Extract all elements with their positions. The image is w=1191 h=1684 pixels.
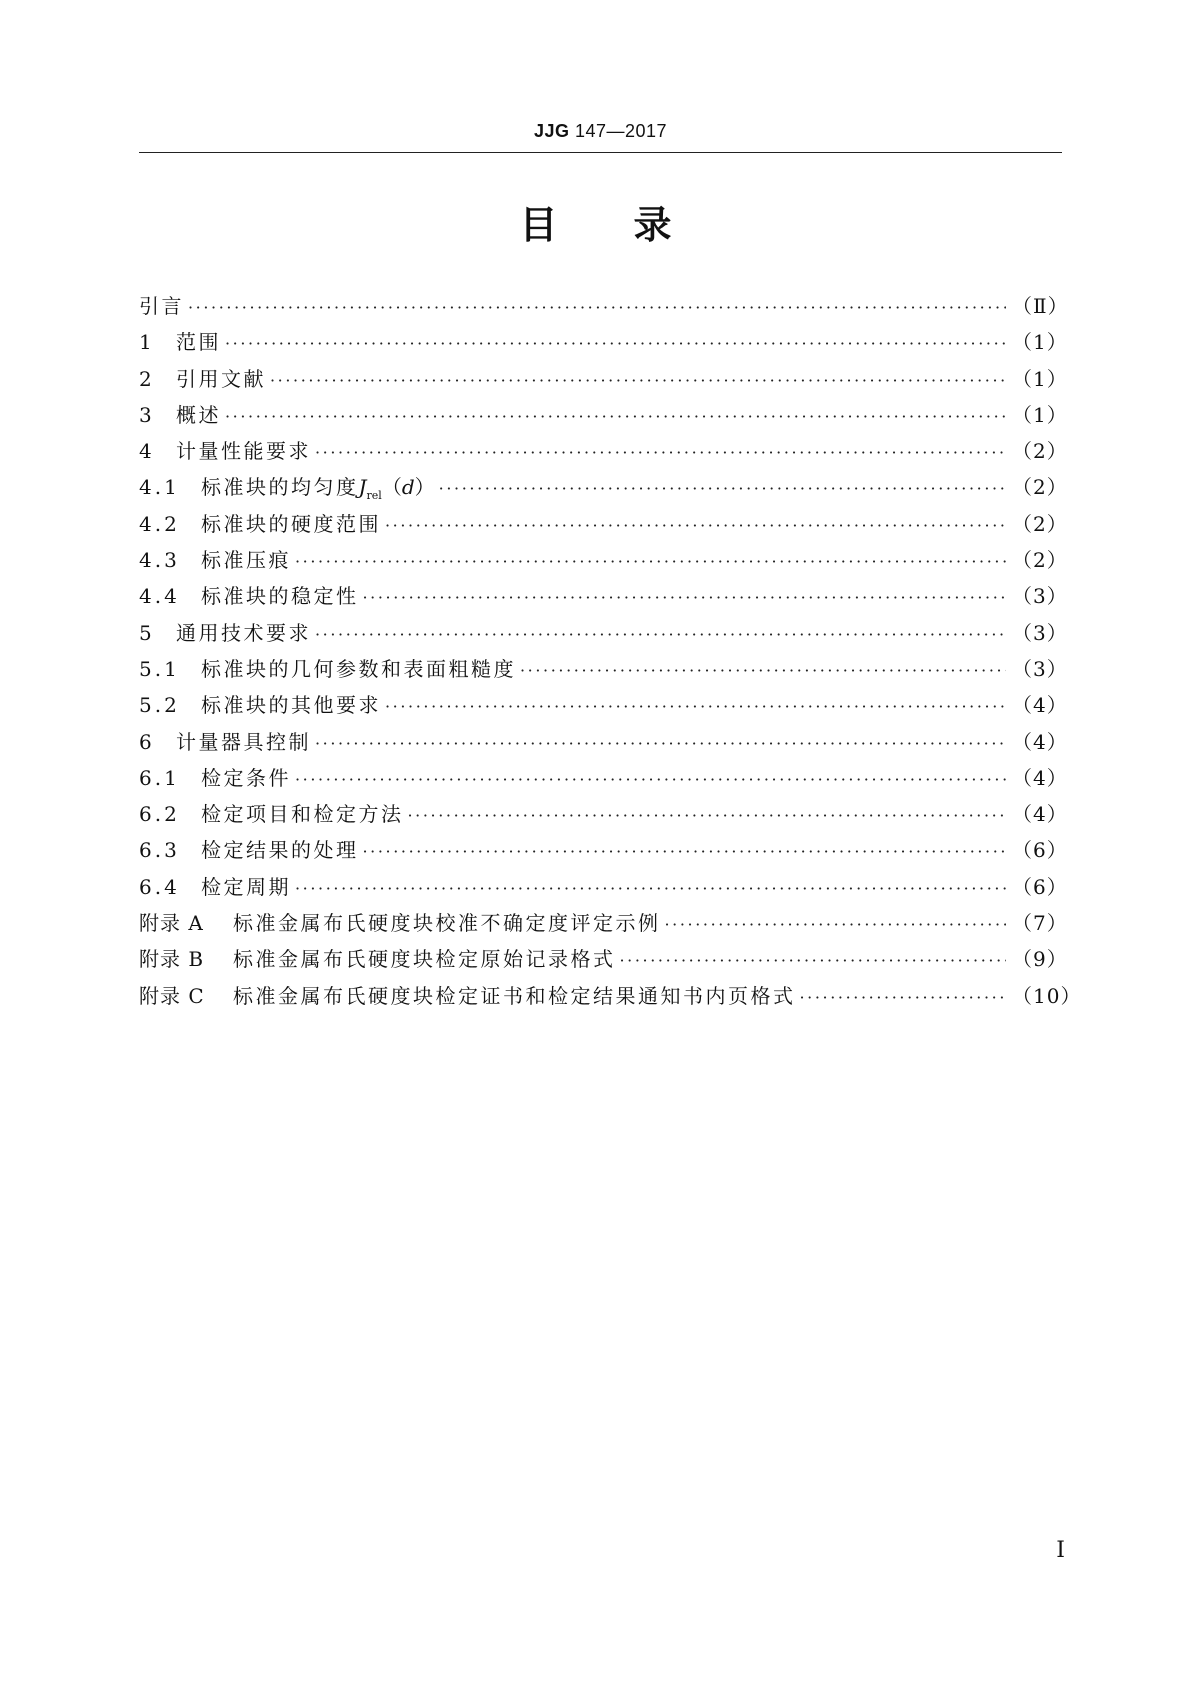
toc-entry-title: 概述: [176, 402, 221, 427]
toc-entry-title: 检定结果的处理: [201, 838, 359, 863]
toc-leader-dots: [665, 907, 1007, 943]
toc-entry[interactable]: [139, 724, 1068, 760]
running-header: [139, 112, 1062, 153]
toc-entry[interactable]: [139, 542, 1068, 578]
toc-leader-dots: [188, 290, 1006, 326]
toc-entry-page: （7）: [1012, 911, 1068, 936]
toc-entry-number: 附录 C: [139, 983, 205, 1008]
toc-entry[interactable]: [139, 578, 1068, 614]
toc-entry-title: 检定周期: [201, 874, 291, 899]
toc-entry[interactable]: [139, 796, 1068, 832]
toc-entry-title: 引用文献: [176, 366, 266, 391]
toc-entry-title: 标准块的几何参数和表面粗糙度: [201, 656, 516, 681]
toc-entry-title: 检定项目和检定方法: [201, 802, 404, 827]
toc-leader-dots: [520, 653, 1006, 689]
toc-leader-dots: [363, 834, 1007, 870]
toc-entry[interactable]: [139, 905, 1068, 941]
toc-entry[interactable]: [139, 687, 1068, 723]
toc-leader-dots: [385, 689, 1006, 725]
toc-entry-page: （4）: [1012, 729, 1068, 754]
toc-entry-number: 4.4: [139, 584, 180, 609]
toc-leader-dots: [225, 326, 1006, 362]
table-of-contents: [139, 288, 1082, 1014]
toc-entry-title: 标准金属布氏硬度块校准不确定度评定示例: [233, 911, 661, 936]
toc-entry-page: （9）: [1012, 947, 1068, 972]
toc-entry-title: 标准压痕: [201, 548, 291, 573]
toc-entry-page: （6）: [1012, 838, 1068, 863]
toc-leader-dots: [315, 435, 1006, 471]
toc-leader-dots: [363, 580, 1007, 616]
toc-entry-number: 5.1: [139, 656, 180, 681]
toc-leader-dots: [295, 871, 1006, 907]
toc-entry-number: 3: [139, 402, 155, 427]
page-number: Ⅰ: [1056, 1538, 1065, 1563]
toc-leader-dots: [315, 617, 1006, 653]
toc-entry-title: 标准块的其他要求: [201, 693, 381, 718]
toc-entry-page: （2）: [1012, 475, 1068, 500]
toc-entry[interactable]: [139, 433, 1068, 469]
toc-entry-number: 4.2: [139, 511, 180, 536]
toc-entry-number: 附录 A: [139, 911, 204, 936]
toc-entry-number: 6.1: [139, 765, 180, 790]
toc-entry[interactable]: [139, 288, 1069, 324]
toc-entry[interactable]: [139, 941, 1068, 977]
toc-entry-formula: $J_{rel}(d)$: [358, 475, 435, 503]
toc-entry[interactable]: [139, 869, 1068, 905]
toc-entry-page: （2）: [1012, 439, 1068, 464]
toc-entry-page: （3）: [1012, 656, 1068, 681]
toc-entry-page: （3）: [1012, 584, 1068, 609]
toc-entry-number: 4.3: [139, 548, 180, 573]
toc-entry-page: （4）: [1012, 693, 1068, 718]
toc-entry-number: 6.3: [139, 838, 180, 863]
toc-leader-dots: [439, 471, 1006, 507]
toc-entry-title: 标准块的稳定性: [201, 584, 359, 609]
toc-entry[interactable]: [139, 397, 1068, 433]
toc-entry[interactable]: [139, 506, 1068, 542]
toc-entry-page: （1）: [1012, 330, 1068, 355]
toc-entry-title: 标准块的硬度范围: [201, 511, 381, 536]
toc-entry-page: （2）: [1012, 511, 1068, 536]
toc-entry-title: 标准金属布氏硬度块检定证书和检定结果通知书内页格式: [233, 983, 796, 1008]
toc-leader-dots: [408, 798, 1007, 834]
toc-entry-page: （4）: [1012, 765, 1068, 790]
toc-entry[interactable]: [139, 832, 1068, 868]
toc-leader-dots: [270, 363, 1006, 399]
toc-entry-title: 通用技术要求: [176, 620, 311, 645]
toc-entry-title: 计量器具控制: [176, 729, 311, 754]
toc-entry-number: 6: [139, 729, 155, 754]
toc-entry[interactable]: [139, 760, 1068, 796]
toc-entry-number: 4.1: [139, 475, 180, 500]
toc-entry-title: 计量性能要求: [176, 439, 311, 464]
title-char-right: 录: [633, 203, 672, 247]
toc-entry[interactable]: [139, 469, 1068, 505]
toc-entry-number: 2: [139, 366, 155, 391]
toc-entry-number: 5.2: [139, 693, 180, 718]
toc-entry[interactable]: [139, 324, 1068, 360]
toc-leader-dots: [800, 980, 1007, 1016]
toc-entry-page: （1）: [1012, 402, 1068, 427]
toc-entry-page: （4）: [1012, 802, 1068, 827]
standard-code: [534, 121, 667, 141]
toc-leader-dots: [315, 726, 1006, 762]
toc-entry[interactable]: [139, 978, 1082, 1014]
standard-code-number: 147—2017: [569, 121, 668, 141]
toc-entry-title: 标准金属布氏硬度块检定原始记录格式: [233, 947, 616, 972]
toc-entry-number: 5: [139, 620, 155, 645]
standard-code-prefix: JJG: [533, 121, 570, 141]
toc-entry[interactable]: [139, 615, 1068, 651]
toc-entry-title: 引言: [139, 294, 184, 318]
toc-entry-number: 6.2: [139, 802, 180, 827]
toc-leader-dots: [295, 762, 1006, 798]
toc-entry-page: （1）: [1012, 366, 1068, 391]
toc-entry-page: （6）: [1012, 874, 1068, 899]
toc-entry[interactable]: [139, 651, 1068, 687]
toc-entry-page: （3）: [1012, 620, 1068, 645]
toc-entry-number: 4: [139, 439, 155, 464]
toc-entry-page: （Ⅱ）: [1012, 294, 1069, 318]
toc-entry-page: （10）: [1012, 983, 1082, 1008]
toc-entry-title: 标准块的均匀度: [201, 475, 359, 500]
toc-entry-number: 1: [139, 330, 155, 355]
toc-entry-title: 范围: [176, 330, 221, 355]
toc-leader-dots: [225, 399, 1006, 435]
toc-leader-dots: [295, 544, 1006, 580]
toc-entry-number: 6.4: [139, 874, 180, 899]
toc-entry-page: （2）: [1012, 548, 1068, 573]
toc-entry[interactable]: [139, 361, 1068, 397]
title-char-left: 目: [519, 203, 558, 247]
page-title: [0, 200, 1191, 250]
toc-leader-dots: [620, 943, 1007, 979]
toc-leader-dots: [385, 508, 1006, 544]
toc-entry-title: 检定条件: [201, 765, 291, 790]
toc-entry-number: 附录 B: [139, 947, 205, 972]
